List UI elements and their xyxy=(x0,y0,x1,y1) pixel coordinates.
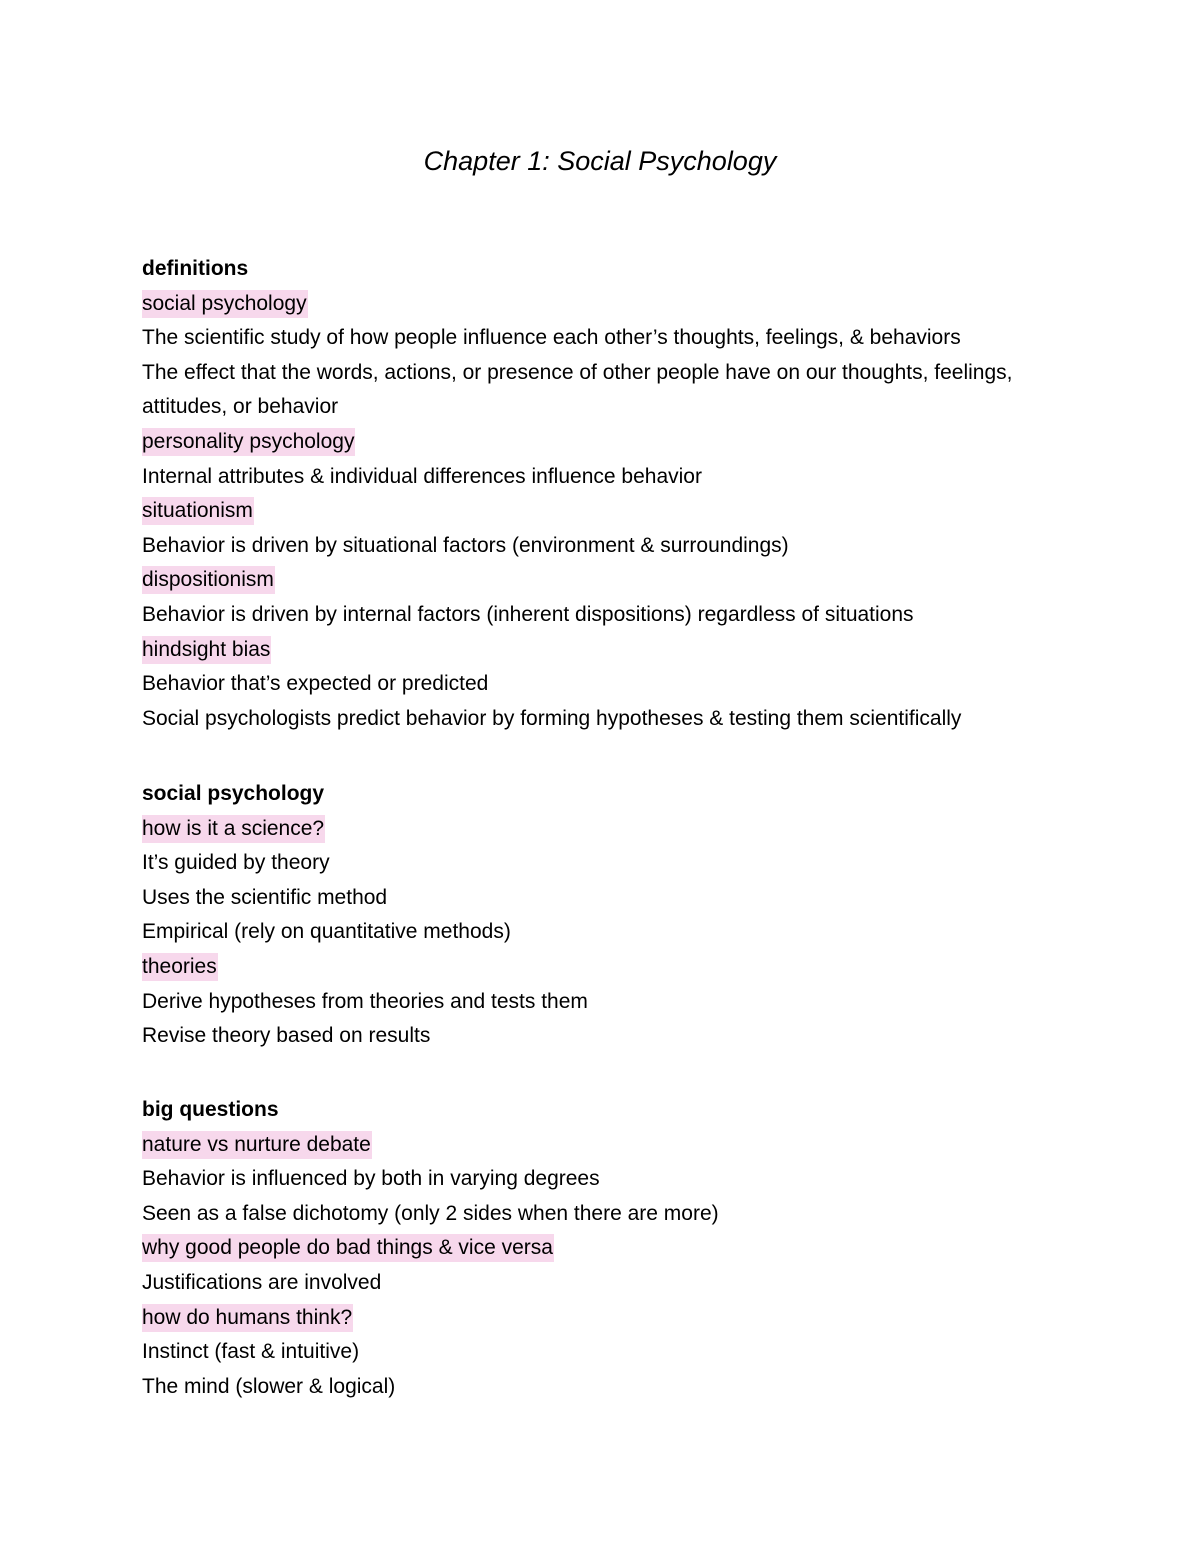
term-line xyxy=(142,1128,1072,1163)
body-line: Uses the scientific method xyxy=(142,885,388,909)
term-line xyxy=(142,950,1072,985)
body-line: Behavior is driven by internal factors (inherent dispositions) regardless of situations xyxy=(142,602,914,626)
body-line: Behavior is influenced by both in varying degrees xyxy=(142,1167,600,1191)
body-line: The mind (slower & logical) xyxy=(142,1374,396,1398)
body-line: Internal attributes & individual differences influence behavior xyxy=(142,464,702,488)
term-line xyxy=(142,1301,1072,1336)
term-line xyxy=(142,633,1072,668)
section-heading: social psychology xyxy=(142,782,325,805)
term-line xyxy=(142,494,1072,529)
section-big-questions xyxy=(142,1093,1072,1404)
highlighted-term: hindsight bias xyxy=(142,636,271,664)
section-social-psychology xyxy=(142,777,1072,1054)
section-heading: definitions xyxy=(142,257,249,280)
highlighted-term: personality psychology xyxy=(142,428,355,456)
term-line xyxy=(142,287,1072,322)
highlighted-term: nature vs nurture debate xyxy=(142,1131,372,1159)
term-line xyxy=(142,1231,1072,1266)
body-line: Social psychologists predict behavior by forming hypotheses & testing them scientifically xyxy=(142,706,962,730)
body-line: Empirical (rely on quantitative methods) xyxy=(142,920,511,944)
document-title: Chapter 1: Social Psychology xyxy=(423,146,777,176)
body-line: It’s guided by theory xyxy=(142,851,330,875)
body-line: Behavior that’s expected or predicted xyxy=(142,672,489,696)
highlighted-term: theories xyxy=(142,953,218,981)
section-heading: big questions xyxy=(142,1098,279,1121)
highlighted-term: why good people do bad things & vice versa xyxy=(142,1234,554,1262)
body-line: Instinct (fast & intuitive) xyxy=(142,1340,360,1364)
term-line xyxy=(142,425,1072,460)
body-line: Seen as a false dichotomy (only 2 sides when there are more) xyxy=(142,1201,719,1225)
body-line: The scientific study of how people influence each other’s thoughts, feelings, & behaviors xyxy=(142,326,961,350)
highlighted-term: how do humans think? xyxy=(142,1304,353,1332)
body-line: Derive hypotheses from theories and tests them xyxy=(142,989,588,1013)
section-definitions xyxy=(142,252,1072,736)
body-line: Justifications are involved xyxy=(142,1270,382,1294)
body-line: The effect that the words, actions, or presence of other people have on our thoughts, feelings, attitudes, or behavior xyxy=(142,360,1013,419)
body-line: Revise theory based on results xyxy=(142,1024,431,1048)
highlighted-term: dispositionism xyxy=(142,566,275,594)
highlighted-term: social psychology xyxy=(142,290,308,318)
highlighted-term: situationism xyxy=(142,497,254,525)
term-line xyxy=(142,812,1072,847)
body-line: Behavior is driven by situational factors (environment & surroundings) xyxy=(142,533,789,557)
highlighted-term: how is it a science? xyxy=(142,815,325,843)
term-line xyxy=(142,563,1072,598)
